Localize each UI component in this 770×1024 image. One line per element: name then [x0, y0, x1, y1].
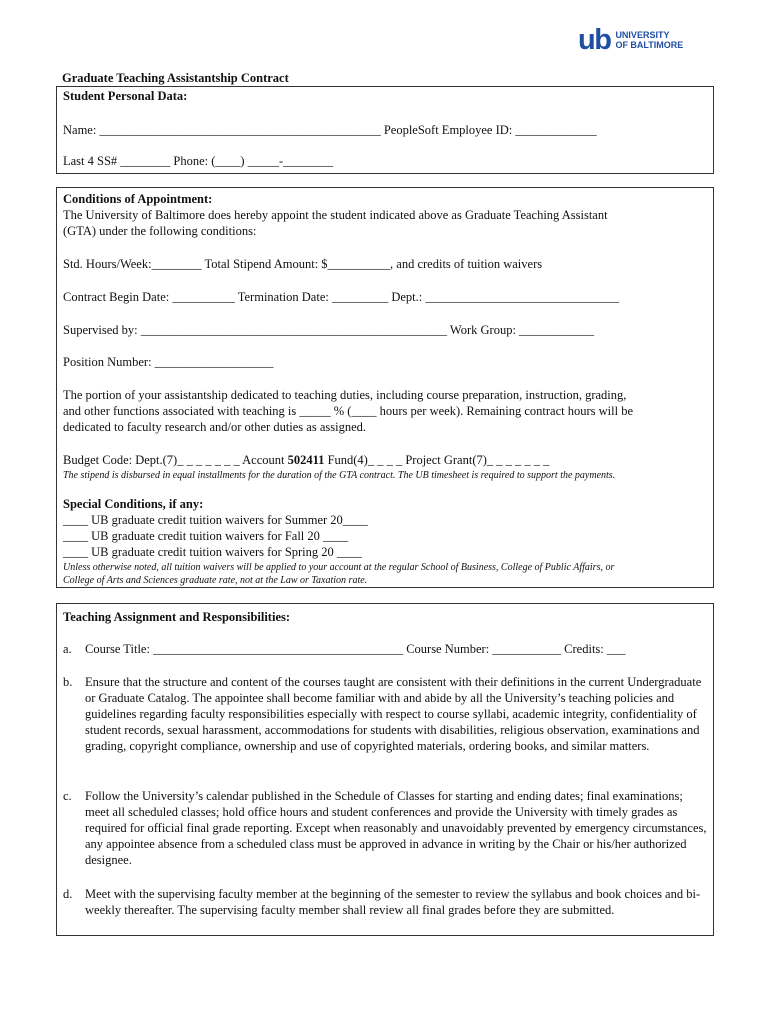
budget-prefix: Budget Code: Dept.(7)_ _ _ _ _ _ _ Account: [63, 453, 288, 467]
special-condition-spring[interactable]: ____ UB graduate credit tuition waivers for Spring 20 ____: [63, 545, 362, 559]
conditions-heading: Conditions of Appointment:: [63, 192, 213, 206]
item-b-label: b.: [63, 675, 73, 689]
contract-dates-line[interactable]: Contract Begin Date: __________ Termination Date: _________ Dept.: _______________________________: [63, 290, 620, 304]
ssn-phone-line[interactable]: Last 4 SS# ________ Phone: (____) _____-________: [63, 154, 334, 168]
item-a-label: a.: [63, 642, 72, 656]
budget-code-line[interactable]: [63, 452, 549, 468]
item-d-text: Meet with the supervising faculty member at the beginning of the semester to review the syllabus and book choices and bi-weekly thereafter. The supervising faculty member shall review all final grades before they are submitted.: [85, 887, 701, 917]
name-field-line[interactable]: Name: _____________________________________________ PeopleSoft Employee ID: _____________: [63, 123, 597, 137]
item-c-text: Follow the University’s calendar published in the Schedule of Classes for starting and ending dates; final examinations; meet all scheduled classes; hold office hours and student conferences and provide the University with timely grades as required for official final grade reporting. Except when reasonably and unavoidably prevented by emergency circumstances, any appointee absence from a scheduled class must be approved in advance in writing by the Chair or his/her authorized designee.: [85, 789, 707, 867]
conditions-intro-1: The University of Baltimore does hereby appoint the student indicated above as Graduate Teaching Assistant: [63, 208, 608, 222]
special-conditions-heading: Special Conditions, if any:: [63, 497, 204, 511]
document-title: Graduate Teaching Assistantship Contract: [62, 71, 289, 85]
item-a-text[interactable]: Course Title: ________________________________________ Course Number: ___________ Credits: ___: [85, 642, 626, 656]
teaching-section: [56, 603, 714, 936]
position-number-line[interactable]: Position Number: ___________________: [63, 355, 274, 369]
logo-line-1: UNIVERSITY: [615, 30, 670, 40]
conditions-intro-2: (GTA) under the following conditions:: [63, 224, 257, 238]
budget-account: 502411: [287, 453, 325, 467]
logo-line-2: OF BALTIMORE: [615, 40, 684, 50]
portion-text-2[interactable]: and other functions associated with teaching is _____ % (____ hours per week). Remaining contract hours will be: [63, 404, 633, 418]
teaching-heading: Teaching Assignment and Responsibilities:: [63, 610, 291, 624]
budget-suffix: Fund(4)_ _ _ _ Project Grant(7)_ _ _ _ _ _ _: [324, 453, 550, 467]
item-b-text: Ensure that the structure and content of the courses taught are consistent with their definitions in the current Undergraduate or Graduate Catalog. The appointee shall become familiar with and abide by all the University’s teaching policies and guidelines regarding faculty responsibilities especially with respect to course syllabi, academic integrity, confidentiality of student records, sexual harassment, accommodations for students with disabilities, religious observation, examinations and grading, copyright compliance, ownership and use of copyrighted materials, ordering books, and similar matters.: [85, 675, 702, 753]
logo-mark: ub: [578, 24, 611, 56]
special-condition-fall[interactable]: ____ UB graduate credit tuition waivers for Fall 20 ____: [63, 529, 349, 543]
special-condition-summer[interactable]: ____ UB graduate credit tuition waivers for Summer 20____: [63, 513, 368, 527]
item-a-course-title[interactable]: [63, 641, 709, 657]
logo-wordmark: [615, 30, 683, 50]
item-d-supervising: [63, 886, 709, 918]
supervisor-line[interactable]: Supervised by: _________________________________________________ Work Group: ____________: [63, 323, 595, 337]
item-b-catalog: [63, 674, 709, 754]
item-c-calendar: [63, 788, 709, 868]
hours-stipend-line[interactable]: Std. Hours/Week:________ Total Stipend Amount: $__________, and credits of tuition waivers: [63, 257, 543, 271]
stipend-note: The stipend is disbursed in equal installments for the duration of the GTA contract. The UB timesheet is required to support the payments.: [63, 470, 616, 481]
waiver-note-1: Unless otherwise noted, all tuition waivers will be applied to your account at the regular School of Business, College of Public Affairs, or: [63, 562, 615, 573]
item-c-label: c.: [63, 789, 72, 803]
item-d-label: d.: [63, 887, 73, 901]
personal-data-section: [56, 86, 714, 174]
personal-data-heading: Student Personal Data:: [63, 89, 188, 103]
portion-text-3: dedicated to faculty research and/or other duties as assigned.: [63, 420, 367, 434]
waiver-note-2: College of Arts and Sciences graduate rate, not at the Law or Taxation rate.: [63, 575, 368, 586]
portion-text-1: The portion of your assistantship dedicated to teaching duties, including course preparation, instruction, grading,: [63, 388, 627, 402]
university-logo: [578, 26, 683, 54]
conditions-section: [56, 187, 714, 588]
